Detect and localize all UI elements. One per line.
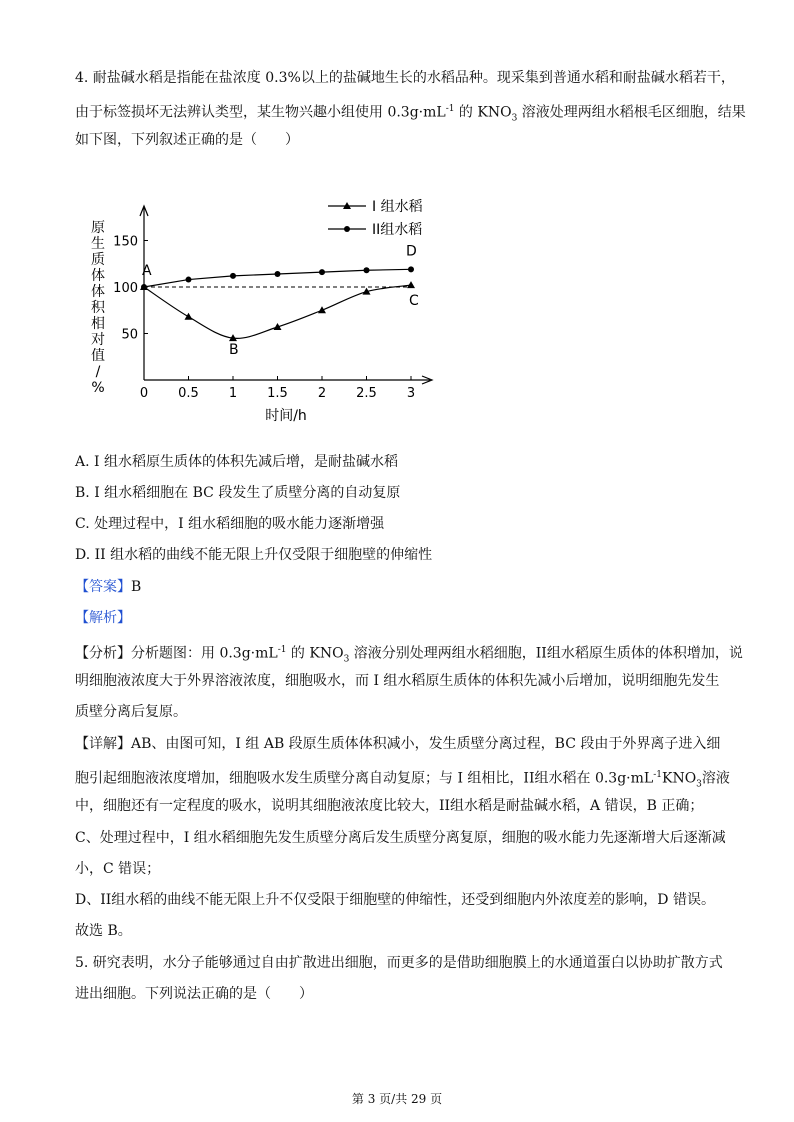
fenxi-text: 分析题图：用 0.3g·mL <box>131 645 278 662</box>
y-axis-label-char: 原 <box>91 220 105 236</box>
legend-marker-circle <box>344 226 350 232</box>
q4-stem-line-1: 4. 耐盐碱水稻是指能在盐浓度 0.3%以上的盐碱地生长的水稻品种。现采集到普通水稻和耐盐碱水稻若干， <box>75 70 735 86</box>
q4-answer <box>75 577 735 597</box>
series-marker-circle <box>319 269 325 275</box>
answer-value: B <box>131 579 142 595</box>
y-axis-label-char: 生 <box>91 236 105 252</box>
page-footer: 第 3 页/共 29 页 <box>351 1092 443 1106</box>
xiangjie-sub: 3 <box>696 779 702 790</box>
series-line-0 <box>144 285 411 338</box>
y-axis-label <box>91 220 106 396</box>
q5-stem-line-1: 5. 研究表明，水分子能够通过自由扩散进出细胞，而更多的是借助细胞膜上的水通道蛋白以协助扩散方式 <box>75 955 723 971</box>
y-axis-label-char: 对 <box>91 332 105 348</box>
q4-xiangjie-line-3: 中，细胞还有一定程度的吸水，说明其细胞液浓度比较大，II组水稻是耐盐碱水稻，A 错误，B 正确； <box>75 798 704 814</box>
q4-stem-text: 的 KNO <box>454 104 512 121</box>
q4-xiangjie-line-5: 小，C 错误； <box>75 861 161 877</box>
series-marker-circle <box>186 277 192 283</box>
point-label-C: C <box>409 293 419 310</box>
answer-tag: 【答案】 <box>75 579 131 595</box>
fenxi-sup: -1 <box>277 645 287 655</box>
y-tick-label: 150 <box>113 234 138 250</box>
analysis-tag: 【解析】 <box>75 610 131 626</box>
q4-fenxi-line-1 <box>75 640 743 669</box>
series-marker-circle <box>364 267 370 273</box>
y-tick-label: 50 <box>121 327 138 343</box>
protoplast-volume-chart <box>80 180 460 430</box>
fenxi-tag: 【分析】 <box>75 645 131 662</box>
y-axis-label-char: 体 <box>91 284 105 300</box>
q4-conclusion: 故选 B。 <box>75 923 132 939</box>
point-label-B: B <box>229 342 239 359</box>
y-tick-label: 100 <box>113 281 138 296</box>
q4-xiangjie-line-4: C、处理过程中，I 组水稻细胞先发生质壁分离后发生质壁分离复原，细胞的吸水能力先逐渐增大后逐渐减 <box>75 830 726 846</box>
y-axis-label-char: 质 <box>91 252 105 268</box>
q4-analysis-heading <box>75 608 735 628</box>
q4-stem-sub: 3 <box>511 113 518 124</box>
q5-stem-line-2: 进出细胞。下列说法正确的是（ ） <box>75 986 313 1002</box>
q4-xiangjie-line-6: D、II组水稻的曲线不能无限上升不仅受限于细胞壁的伸缩性，还受到细胞内外浓度差的影响，D 错误。 <box>75 892 715 908</box>
y-axis-label-char: 值 <box>91 348 105 364</box>
y-axis-label-char: / <box>95 364 101 380</box>
q4-option-d: D. II 组水稻的曲线不能无限上升仅受限于细胞壁的伸缩性 <box>75 547 433 563</box>
x-tick-label: 0 <box>139 386 149 401</box>
series-marker-triangle <box>185 313 193 320</box>
legend-label-1: II组水稻 <box>372 222 423 238</box>
chart-root <box>91 198 432 424</box>
series-marker-triangle <box>407 281 415 288</box>
series-marker-circle <box>141 284 147 290</box>
q4-option-c: C. 处理过程中，I 组水稻细胞的吸水能力逐渐增强 <box>75 516 385 532</box>
q4-xiangjie-line-1 <box>75 734 735 754</box>
q4-stem-line-2 <box>75 99 746 128</box>
fenxi-sub: 3 <box>343 654 350 665</box>
y-axis-label-char: 积 <box>91 300 105 316</box>
x-tick-label: 3 <box>406 386 416 401</box>
series-marker-circle <box>408 266 414 272</box>
y-axis-label-char: % <box>91 380 105 396</box>
fenxi-text: 的 KNO <box>286 645 344 662</box>
fenxi-text: 溶液分别处理两组水稻细胞，II组水稻原生质体的体积增加，说 <box>349 645 743 662</box>
x-axis-label: 时间/h <box>265 408 307 424</box>
series-marker-circle <box>230 273 236 279</box>
point-label-A: A <box>142 263 152 279</box>
q4-stem-sup: -1 <box>445 104 455 114</box>
q4-stem-line-3: 如下图，下列叙述正确的是（ ） <box>75 132 299 148</box>
q4-option-b: B. I 组水稻细胞在 BC 段发生了质壁分离的自动复原 <box>75 485 401 501</box>
legend-label-0: I 组水稻 <box>372 199 423 215</box>
q4-xiangjie-line-2 <box>75 765 735 794</box>
xiangjie-text: KNO <box>661 770 697 787</box>
y-axis-label-char: 体 <box>91 268 105 284</box>
q4-stem-text: 由于标签损坏无法辨认类型，某生物兴趣小组使用 0.3g·mL <box>75 104 446 121</box>
xiangjie-text: AB、由图可知，I 组 AB 段原生质体体积减小，发生质壁分离过程，BC 段由于外界离子进入细 <box>131 736 721 752</box>
xiangjie-sup: -1 <box>653 770 662 780</box>
x-tick-label: 2 <box>317 386 327 401</box>
x-tick-label: 0.5 <box>178 386 199 401</box>
q4-stem-text: 溶液处理两组水稻根毛区细胞，结果 <box>517 104 746 121</box>
xiangjie-tag: 【详解】 <box>75 736 131 752</box>
x-tick-label: 1.5 <box>267 386 288 401</box>
point-label-D: D <box>406 243 417 260</box>
xiangjie-text: 胞引起细胞液浓度增加，细胞吸水发生质壁分离自动复原；与 I 组相比，II组水稻在 0.3g·mL <box>75 770 654 787</box>
xiangjie-text: 溶液 <box>701 770 730 787</box>
q4-option-a: A. I 组水稻原生质体的体积先减后增，是耐盐碱水稻 <box>75 454 398 470</box>
series-marker-circle <box>275 271 281 277</box>
q4-fenxi-line-3: 质壁分离后复原。 <box>75 704 187 720</box>
x-tick-label: 2.5 <box>356 386 377 401</box>
y-axis-label-char: 相 <box>91 316 105 332</box>
x-tick-label: 1 <box>228 386 238 401</box>
q4-fenxi-line-2: 明细胞液浓度大于外界溶液浓度，细胞吸水，而 I 组水稻原生质体的体积先减小后增加，说明细胞先发生 <box>75 673 720 689</box>
